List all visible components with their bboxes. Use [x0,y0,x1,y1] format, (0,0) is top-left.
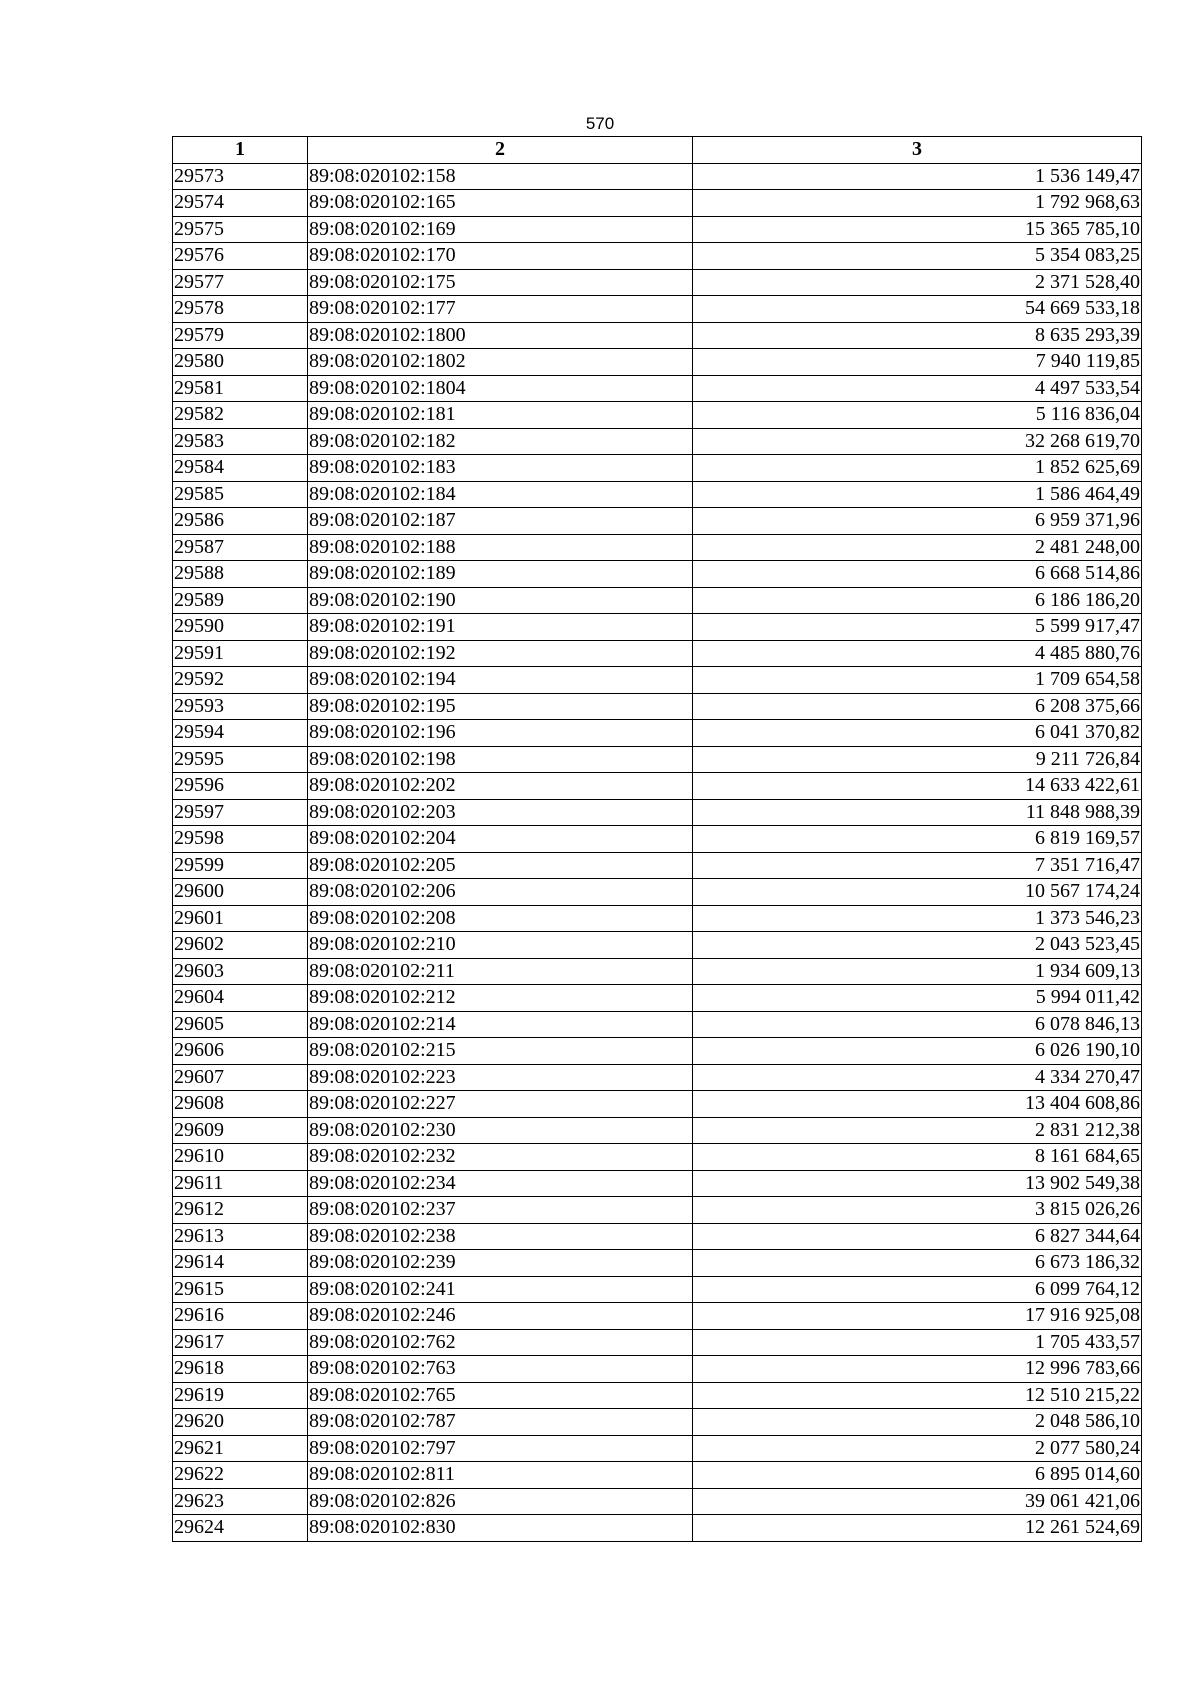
header-row [173,137,1142,164]
table-row [173,1064,1142,1091]
cadastral-value-cell: 6 895 014,60 [693,1462,1142,1489]
cadastral-number-cell: 89:08:020102:158 [308,163,693,190]
cadastral-value-cell: 6 099 764,12 [693,1276,1142,1303]
row-number-cell: 29622 [173,1462,308,1489]
table-row [173,1303,1142,1330]
table-row [173,587,1142,614]
table-row [173,1462,1142,1489]
cadastral-number-cell: 89:08:020102:194 [308,667,693,694]
row-number-cell: 29620 [173,1409,308,1436]
row-number-cell: 29612 [173,1197,308,1224]
cadastral-value-cell: 14 633 422,61 [693,773,1142,800]
cadastral-number-cell: 89:08:020102:811 [308,1462,693,1489]
table-row [173,269,1142,296]
table-row [173,375,1142,402]
cadastral-value-cell: 54 669 533,18 [693,296,1142,323]
cadastral-value-cell: 11 848 988,39 [693,799,1142,826]
table-row [173,985,1142,1012]
cadastral-number-cell: 89:08:020102:763 [308,1356,693,1383]
row-number-cell: 29580 [173,349,308,376]
cadastral-value-cell: 1 586 464,49 [693,481,1142,508]
cadastral-number-cell: 89:08:020102:188 [308,534,693,561]
table-row [173,667,1142,694]
cadastral-value-cell: 1 709 654,58 [693,667,1142,694]
table-row [173,1382,1142,1409]
cadastral-number-cell: 89:08:020102:198 [308,746,693,773]
row-number-cell: 29590 [173,614,308,641]
row-number-cell: 29619 [173,1382,308,1409]
row-number-cell: 29574 [173,190,308,217]
cadastral-number-cell: 89:08:020102:204 [308,826,693,853]
cadastral-number-cell: 89:08:020102:189 [308,561,693,588]
row-number-cell: 29614 [173,1250,308,1277]
table-row [173,1144,1142,1171]
table-row [173,852,1142,879]
cadastral-value-cell: 6 186 186,20 [693,587,1142,614]
cadastral-number-cell: 89:08:020102:830 [308,1515,693,1542]
table-row [173,932,1142,959]
cadastral-number-cell: 89:08:020102:184 [308,481,693,508]
cadastral-number-cell: 89:08:020102:195 [308,693,693,720]
cadastral-value-cell: 2 481 248,00 [693,534,1142,561]
table-row [173,1170,1142,1197]
cadastral-value-cell: 4 485 880,76 [693,640,1142,667]
row-number-cell: 29613 [173,1223,308,1250]
table-row [173,455,1142,482]
cadastral-number-cell: 89:08:020102:826 [308,1488,693,1515]
cadastral-number-cell: 89:08:020102:1804 [308,375,693,402]
table-row [173,1515,1142,1542]
cadastral-number-cell: 89:08:020102:214 [308,1011,693,1038]
row-number-cell: 29621 [173,1435,308,1462]
cadastral-value-cell: 6 208 375,66 [693,693,1142,720]
table-row [173,349,1142,376]
table-row [173,1091,1142,1118]
row-number-cell: 29578 [173,296,308,323]
table-row [173,402,1142,429]
row-number-cell: 29587 [173,534,308,561]
cadastral-number-cell: 89:08:020102:762 [308,1329,693,1356]
row-number-cell: 29589 [173,587,308,614]
cadastral-value-cell: 32 268 619,70 [693,428,1142,455]
cadastral-number-cell: 89:08:020102:765 [308,1382,693,1409]
table-row [173,190,1142,217]
cadastral-value-cell: 6 041 370,82 [693,720,1142,747]
table-row [173,428,1142,455]
row-number-cell: 29624 [173,1515,308,1542]
cadastral-value-cell: 2 831 212,38 [693,1117,1142,1144]
cadastral-number-cell: 89:08:020102:182 [308,428,693,455]
row-number-cell: 29602 [173,932,308,959]
row-number-cell: 29615 [173,1276,308,1303]
cadastral-value-cell: 13 404 608,86 [693,1091,1142,1118]
cadastral-number-cell: 89:08:020102:1800 [308,322,693,349]
row-number-cell: 29623 [173,1488,308,1515]
cadastral-number-cell: 89:08:020102:230 [308,1117,693,1144]
row-number-cell: 29601 [173,905,308,932]
table-row [173,561,1142,588]
cadastral-value-cell: 17 916 925,08 [693,1303,1142,1330]
table-row [173,693,1142,720]
row-number-cell: 29618 [173,1356,308,1383]
cadastral-value-cell: 15 365 785,10 [693,216,1142,243]
row-number-cell: 29579 [173,322,308,349]
row-number-cell: 29598 [173,826,308,853]
cadastral-number-cell: 89:08:020102:175 [308,269,693,296]
row-number-cell: 29608 [173,1091,308,1118]
row-number-cell: 29611 [173,1170,308,1197]
cadastral-number-cell: 89:08:020102:192 [308,640,693,667]
row-number-cell: 29592 [173,667,308,694]
cadastral-number-cell: 89:08:020102:241 [308,1276,693,1303]
cadastral-value-cell: 6 668 514,86 [693,561,1142,588]
table-row [173,1329,1142,1356]
row-number-cell: 29585 [173,481,308,508]
row-number-cell: 29596 [173,773,308,800]
cadastral-value-cell: 5 599 917,47 [693,614,1142,641]
table-row [173,1435,1142,1462]
table-row [173,508,1142,535]
cadastral-value-cell: 6 078 846,13 [693,1011,1142,1038]
table-row [173,296,1142,323]
table-row [173,534,1142,561]
row-number-cell: 29609 [173,1117,308,1144]
column-header-2: 2 [308,137,693,164]
table-row [173,799,1142,826]
cadastral-number-cell: 89:08:020102:787 [308,1409,693,1436]
row-number-cell: 29597 [173,799,308,826]
row-number-cell: 29607 [173,1064,308,1091]
cadastral-value-cell: 2 048 586,10 [693,1409,1142,1436]
cadastral-number-cell: 89:08:020102:1802 [308,349,693,376]
cadastral-number-cell: 89:08:020102:196 [308,720,693,747]
cadastral-value-cell: 1 792 968,63 [693,190,1142,217]
row-number-cell: 29599 [173,852,308,879]
table-row [173,720,1142,747]
row-number-cell: 29617 [173,1329,308,1356]
cadastral-value-cell: 12 510 215,22 [693,1382,1142,1409]
row-number-cell: 29583 [173,428,308,455]
row-number-cell: 29595 [173,746,308,773]
cadastral-number-cell: 89:08:020102:234 [308,1170,693,1197]
row-number-cell: 29584 [173,455,308,482]
cadastral-value-cell: 4 497 533,54 [693,375,1142,402]
row-number-cell: 29591 [173,640,308,667]
cadastral-value-cell: 5 354 083,25 [693,243,1142,270]
row-number-cell: 29616 [173,1303,308,1330]
cadastral-value-cell: 1 536 149,47 [693,163,1142,190]
cadastral-number-cell: 89:08:020102:210 [308,932,693,959]
cadastral-value-cell: 6 827 344,64 [693,1223,1142,1250]
cadastral-value-cell: 7 940 119,85 [693,349,1142,376]
row-number-cell: 29606 [173,1038,308,1065]
cadastral-number-cell: 89:08:020102:237 [308,1197,693,1224]
cadastral-number-cell: 89:08:020102:187 [308,508,693,535]
cadastral-number-cell: 89:08:020102:205 [308,852,693,879]
table-row [173,243,1142,270]
cadastral-number-cell: 89:08:020102:208 [308,905,693,932]
row-number-cell: 29576 [173,243,308,270]
table-row [173,1250,1142,1277]
cadastral-value-cell: 4 334 270,47 [693,1064,1142,1091]
table-row [173,481,1142,508]
table-row [173,640,1142,667]
table-row [173,746,1142,773]
cadastral-number-cell: 89:08:020102:212 [308,985,693,1012]
table-row [173,773,1142,800]
cadastral-value-cell: 2 077 580,24 [693,1435,1142,1462]
cadastral-value-cell: 6 819 169,57 [693,826,1142,853]
row-number-cell: 29610 [173,1144,308,1171]
table-row [173,1197,1142,1224]
table-row [173,1117,1142,1144]
table-row [173,1276,1142,1303]
cadastral-value-cell: 6 026 190,10 [693,1038,1142,1065]
cadastral-number-cell: 89:08:020102:177 [308,296,693,323]
table-row [173,879,1142,906]
cadastral-number-cell: 89:08:020102:232 [308,1144,693,1171]
table-row [173,1038,1142,1065]
cadastral-number-cell: 89:08:020102:165 [308,190,693,217]
cadastral-value-cell: 12 261 524,69 [693,1515,1142,1542]
row-number-cell: 29600 [173,879,308,906]
cadastral-value-cell: 1 852 625,69 [693,455,1142,482]
table-header [173,137,1142,164]
cadastral-number-cell: 89:08:020102:223 [308,1064,693,1091]
cadastral-value-cell: 9 211 726,84 [693,746,1142,773]
cadastral-number-cell: 89:08:020102:190 [308,587,693,614]
cadastral-value-cell: 8 635 293,39 [693,322,1142,349]
registry-table [172,136,1142,1542]
cadastral-value-cell: 13 902 549,38 [693,1170,1142,1197]
table-row [173,1356,1142,1383]
row-number-cell: 29586 [173,508,308,535]
cadastral-number-cell: 89:08:020102:797 [308,1435,693,1462]
table-row [173,322,1142,349]
cadastral-number-cell: 89:08:020102:203 [308,799,693,826]
cadastral-number-cell: 89:08:020102:238 [308,1223,693,1250]
row-number-cell: 29594 [173,720,308,747]
cadastral-number-cell: 89:08:020102:191 [308,614,693,641]
cadastral-value-cell: 6 959 371,96 [693,508,1142,535]
cadastral-value-cell: 3 815 026,26 [693,1197,1142,1224]
cadastral-value-cell: 8 161 684,65 [693,1144,1142,1171]
cadastral-value-cell: 1 373 546,23 [693,905,1142,932]
table-row [173,826,1142,853]
row-number-cell: 29577 [173,269,308,296]
cadastral-number-cell: 89:08:020102:246 [308,1303,693,1330]
table-row [173,1011,1142,1038]
cadastral-number-cell: 89:08:020102:211 [308,958,693,985]
cadastral-number-cell: 89:08:020102:215 [308,1038,693,1065]
page-number: 570 [585,114,615,133]
cadastral-number-cell: 89:08:020102:181 [308,402,693,429]
cadastral-value-cell: 1 934 609,13 [693,958,1142,985]
table-row [173,1488,1142,1515]
table-row [173,1223,1142,1250]
row-number-cell: 29593 [173,693,308,720]
cadastral-number-cell: 89:08:020102:227 [308,1091,693,1118]
column-header-1: 1 [173,137,308,164]
table-row [173,905,1142,932]
cadastral-number-cell: 89:08:020102:206 [308,879,693,906]
row-number-cell: 29575 [173,216,308,243]
row-number-cell: 29581 [173,375,308,402]
table-row [173,614,1142,641]
cadastral-number-cell: 89:08:020102:169 [308,216,693,243]
row-number-cell: 29605 [173,1011,308,1038]
cadastral-value-cell: 10 567 174,24 [693,879,1142,906]
cadastral-value-cell: 5 994 011,42 [693,985,1142,1012]
row-number-cell: 29603 [173,958,308,985]
table-row [173,163,1142,190]
row-number-cell: 29573 [173,163,308,190]
cadastral-value-cell: 6 673 186,32 [693,1250,1142,1277]
cadastral-number-cell: 89:08:020102:202 [308,773,693,800]
cadastral-value-cell: 39 061 421,06 [693,1488,1142,1515]
cadastral-value-cell: 12 996 783,66 [693,1356,1142,1383]
table-row [173,1409,1142,1436]
cadastral-value-cell: 1 705 433,57 [693,1329,1142,1356]
cadastral-number-cell: 89:08:020102:183 [308,455,693,482]
table-row [173,216,1142,243]
row-number-cell: 29582 [173,402,308,429]
cadastral-value-cell: 2 371 528,40 [693,269,1142,296]
column-header-3: 3 [693,137,1142,164]
row-number-cell: 29588 [173,561,308,588]
cadastral-value-cell: 7 351 716,47 [693,852,1142,879]
table-body [173,163,1142,1541]
cadastral-value-cell: 5 116 836,04 [693,402,1142,429]
cadastral-value-cell: 2 043 523,45 [693,932,1142,959]
row-number-cell: 29604 [173,985,308,1012]
cadastral-number-cell: 89:08:020102:170 [308,243,693,270]
cadastral-number-cell: 89:08:020102:239 [308,1250,693,1277]
table-row [173,958,1142,985]
